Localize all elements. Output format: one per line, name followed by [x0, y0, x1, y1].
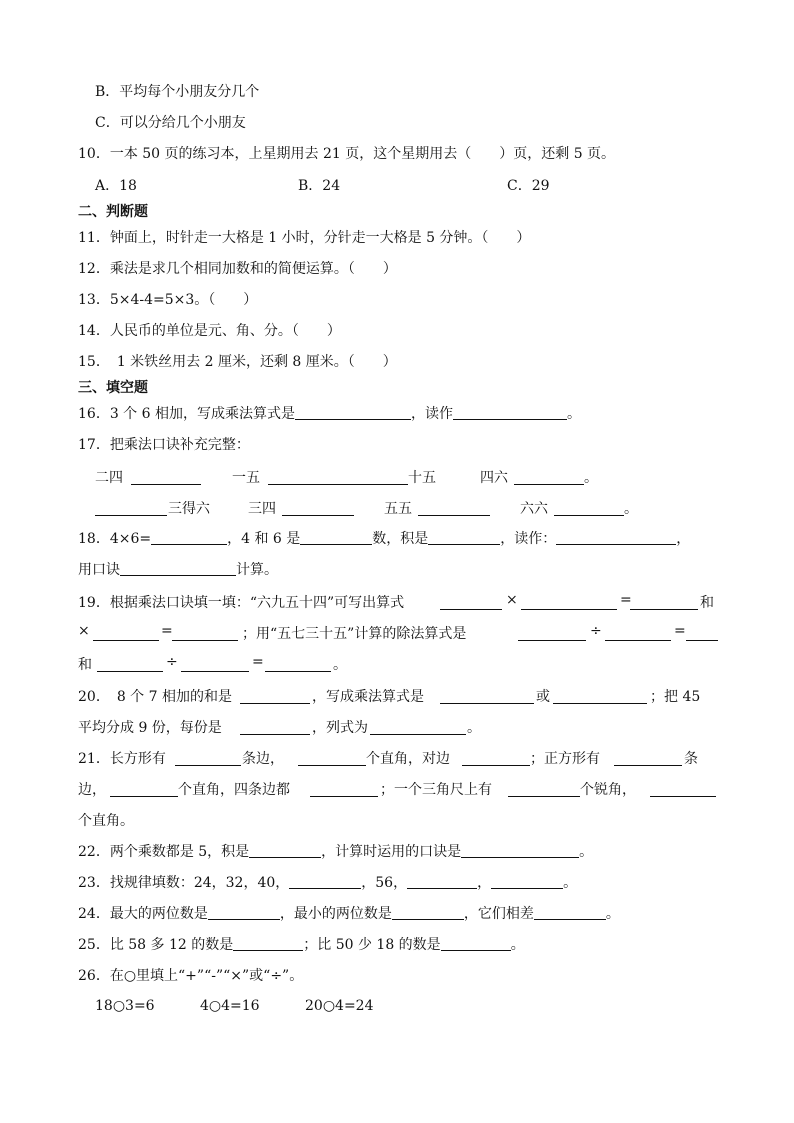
q18-blank-1[interactable] — [151, 530, 227, 545]
q18-text-e: ， — [676, 531, 691, 547]
q13: 13．5×4-4=5×3。（ ） — [78, 292, 258, 308]
q18-blank-5[interactable] — [120, 561, 236, 576]
q23-text-b: ，56， — [361, 875, 408, 891]
q24-blank-1[interactable] — [208, 905, 280, 920]
q15: 15． 1 米铁丝用去 2 厘米，还剩 8 厘米。（ ） — [78, 354, 397, 370]
q23-blank-3[interactable] — [491, 874, 563, 889]
q19-blank-4[interactable] — [93, 624, 159, 641]
q19-blank-5[interactable] — [172, 624, 238, 641]
q9-option-c: C．可以分给几个小朋友 — [95, 115, 246, 131]
q19-blank-7[interactable] — [605, 624, 671, 641]
q16-text-c: 。 — [566, 406, 581, 422]
q21-text-c: 个直角，对边 — [366, 751, 450, 767]
q19-blank-1[interactable] — [440, 593, 502, 610]
q21-text-j: 个直角。 — [78, 813, 134, 829]
q18-text-f: 用口诀 — [78, 562, 120, 578]
q12: 12．乘法是求几个相同加数和的简便运算。（ ） — [78, 261, 397, 277]
q20-text-b: ，写成乘法算式是 — [312, 689, 424, 705]
q10-option-c: C．29 — [507, 178, 550, 194]
q25-blank-1[interactable] — [233, 936, 303, 951]
q21-blank-5[interactable] — [110, 780, 178, 797]
q21-text-g: 个直角，四条边都 — [178, 782, 290, 798]
q24-blank-2[interactable] — [392, 905, 464, 920]
q19-text-g: ；用“五七三十五”计算的除法算式是 — [242, 626, 467, 642]
q22-text-a: 22．两个乘数都是 5，积是 — [78, 844, 250, 860]
q9-option-b: B．平均每个小朋友分几个 — [95, 84, 260, 100]
q17-r1-text-b: 一五 — [232, 470, 260, 486]
q19-blank-10[interactable] — [181, 655, 249, 672]
q19-text-e: × — [78, 623, 90, 639]
q25-text-a: 25．比 58 多 12 的数是 — [78, 937, 234, 953]
q21-blank-1[interactable] — [175, 749, 241, 766]
q18-text-d: ，读作： — [500, 531, 557, 547]
q19-text-f: = — [161, 623, 173, 639]
q26-expr-3[interactable]: 20○4=24 — [305, 998, 374, 1014]
q17-r1-blank-3[interactable] — [514, 468, 584, 485]
q22-text-c: 。 — [579, 844, 594, 860]
q26-stem: 26．在○里填上“+”“-”“×”或“÷”。 — [78, 968, 304, 984]
q10-option-a: A．18 — [95, 178, 137, 194]
q23-blank-1[interactable] — [289, 874, 361, 889]
q19-text-k: ÷ — [166, 654, 178, 670]
q19-text-b: × — [506, 592, 518, 608]
q24-text-a: 24．最大的两位数是 — [78, 906, 208, 922]
q21-text-b: 条边， — [242, 751, 284, 767]
q20-blank-1[interactable] — [240, 687, 310, 704]
q24 — [78, 904, 620, 924]
q21-blank-8[interactable] — [650, 780, 716, 797]
q16-blank-1[interactable] — [295, 405, 411, 420]
q18-text-a: 18．4×6= — [78, 531, 152, 547]
q16 — [78, 404, 581, 424]
q19-text-j: 和 — [78, 657, 92, 673]
q18-line-2 — [78, 560, 278, 580]
q20-blank-5[interactable] — [370, 718, 466, 735]
q19-text-i: = — [674, 623, 686, 639]
q24-text-d: 。 — [605, 906, 620, 922]
q17-r1-text-a: 二四 — [95, 470, 123, 486]
q21-text-i: 个锐角， — [580, 782, 636, 798]
q18-blank-3[interactable] — [428, 530, 500, 545]
q19-text-d: 和 — [700, 595, 714, 611]
q24-blank-3[interactable] — [534, 905, 606, 920]
q20-text-d: ；把 45 — [650, 689, 701, 705]
q19-text-h: ÷ — [590, 623, 602, 639]
q23 — [78, 873, 577, 893]
q17-r2-text-b: 三四 — [248, 501, 276, 517]
q25 — [78, 935, 525, 955]
q20-blank-3[interactable] — [553, 687, 647, 704]
q11: 11．钟面上，时针走一大格是 1 小时，分针走一大格是 5 分钟。（ ） — [78, 230, 531, 246]
q21-blank-7[interactable] — [508, 780, 580, 797]
q18-blank-4[interactable] — [556, 530, 676, 545]
q23-blank-2[interactable] — [407, 874, 477, 889]
q19-blank-11[interactable] — [265, 655, 331, 672]
q21-blank-2[interactable] — [298, 749, 366, 766]
q10-option-b: B．24 — [298, 178, 341, 194]
q18-text-c: 数，积是 — [372, 531, 429, 547]
q19-blank-2[interactable] — [521, 593, 617, 610]
q21-text-f: 边， — [78, 782, 106, 798]
q20-text-e: 平均分成 9 份，每份是 — [78, 720, 222, 736]
section-true-false-title: 二、判断题 — [78, 204, 148, 220]
q17-r2-blank-4[interactable] — [554, 499, 624, 516]
q10-stem: 10．一本 50 页的练习本，上星期用去 21 页，这个星期用去（ ）页，还剩 5 页。 — [78, 146, 616, 162]
q20-text-a: 20． 8 个 7 相加的和是 — [78, 689, 232, 705]
q17-r1-blank-2[interactable] — [268, 468, 408, 485]
q21-text-d: ；正方形有 — [530, 751, 600, 767]
q26-expr-2[interactable]: 4○4=16 — [200, 998, 260, 1014]
q25-text-b: ；比 50 少 18 的数是 — [303, 937, 441, 953]
q16-blank-2[interactable] — [453, 405, 567, 420]
q20-blank-4[interactable] — [240, 718, 310, 735]
q26-expr-1[interactable]: 18○3=6 — [95, 998, 155, 1014]
q18-line-1 — [78, 529, 690, 549]
q18-text-b: ，4 和 6 是 — [227, 531, 301, 547]
q17-r1-text-d: 四六 — [480, 470, 508, 486]
q19-text-c: = — [620, 592, 632, 608]
q17-r2-blank-2[interactable] — [282, 499, 354, 516]
q17-r2-blank-3[interactable] — [418, 499, 490, 516]
q17-r2-text-a: 三得六 — [168, 501, 210, 517]
q21-text-e: 条 — [684, 751, 698, 767]
q20-text-f: ，列式为 — [312, 720, 368, 736]
q21-blank-4[interactable] — [614, 749, 682, 766]
q19-blank-8[interactable] — [686, 624, 718, 641]
q17-r2-text-e: 。 — [624, 501, 638, 517]
q20-text-g: 。 — [467, 720, 481, 736]
q20-blank-2[interactable] — [440, 687, 534, 704]
q21-blank-3[interactable] — [462, 749, 530, 766]
q25-text-c: 。 — [510, 937, 525, 953]
q17-r1-text-e: 。 — [584, 470, 598, 486]
q19-text-a: 19．根据乘法口诀填一填：“六九五十四”可写出算式 — [78, 595, 405, 611]
q21-text-a: 21．长方形有 — [78, 751, 166, 767]
q20-text-c: 或 — [536, 689, 550, 705]
q22 — [78, 842, 593, 862]
q17-stem: 17．把乘法口诀补充完整： — [78, 437, 250, 453]
q17-r2-text-d: 六六 — [520, 501, 548, 517]
section-fill-blank-title: 三、填空题 — [78, 380, 148, 396]
q23-text-d: 。 — [563, 875, 578, 891]
q22-blank-1[interactable] — [249, 843, 321, 858]
q18-blank-2[interactable] — [300, 530, 372, 545]
q19-blank-3[interactable] — [630, 593, 698, 610]
q21-text-h: ；一个三角尺上有 — [380, 782, 492, 798]
q16-text-b: ，读作 — [410, 406, 453, 422]
q21-blank-6[interactable] — [310, 780, 378, 797]
q22-text-b: ，计算时运用的口诀是 — [321, 844, 462, 860]
q17-r2-text-c: 五五 — [384, 501, 412, 517]
q24-text-b: ，最小的两位数是 — [279, 906, 392, 922]
q22-blank-2[interactable] — [461, 843, 579, 858]
q24-text-c: ，它们相差 — [463, 906, 534, 922]
q17-r2-blank-1[interactable] — [95, 499, 167, 516]
q23-text-a: 23．找规律填数：24，32，40， — [78, 875, 290, 891]
q23-text-c: ， — [477, 875, 492, 891]
q19-blank-6[interactable] — [518, 624, 586, 641]
q18-text-g: 计算。 — [236, 562, 278, 578]
q25-blank-2[interactable] — [441, 936, 511, 951]
q17-r1-blank-1[interactable] — [131, 468, 201, 485]
q17-r1-text-c: 十五 — [408, 470, 436, 486]
q19-text-l: = — [252, 654, 264, 670]
q16-text-a: 16．3 个 6 相加，写成乘法算式是 — [78, 406, 295, 422]
q19-blank-9[interactable] — [97, 655, 163, 672]
q14: 14．人民币的单位是元、角、分。（ ） — [78, 323, 341, 339]
q19-text-m: 。 — [333, 657, 347, 673]
